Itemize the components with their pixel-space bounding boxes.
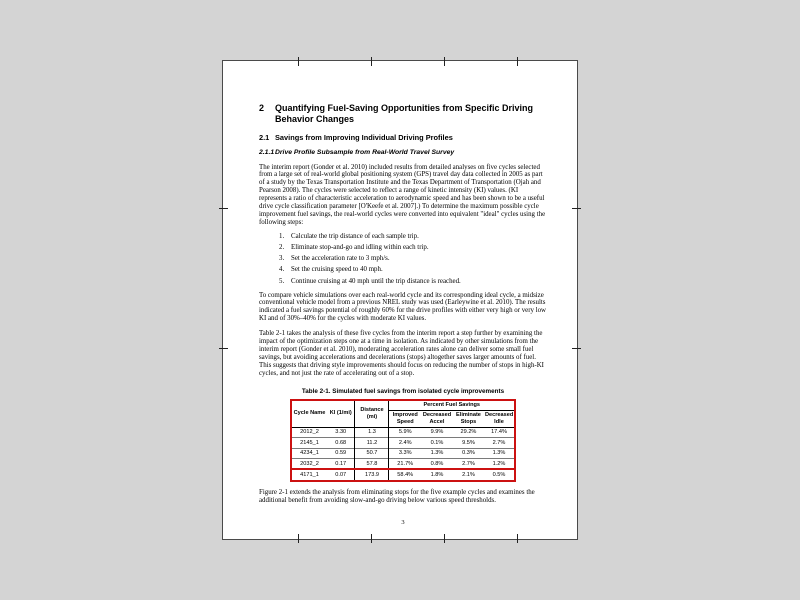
page-edge-tick <box>572 348 581 349</box>
cell: 2.4% <box>389 438 421 448</box>
chapter-heading <box>259 103 547 124</box>
cell: 4234_1 <box>291 448 327 458</box>
document-page <box>222 60 578 540</box>
page-number: 3 <box>401 518 405 526</box>
section-number: 2.1 <box>259 133 270 142</box>
cell: 0.8% <box>421 459 453 470</box>
list-item-number: 3. <box>279 255 285 263</box>
cell: 1.2% <box>484 459 515 470</box>
table-row <box>291 427 515 437</box>
cell: 0.5% <box>484 469 515 480</box>
cell: 3.30 <box>327 427 355 437</box>
cell: 58.4% <box>389 469 421 480</box>
table-row <box>291 469 515 480</box>
cell: 0.07 <box>327 469 355 480</box>
col-header-distance: Distance (mi) <box>355 400 389 428</box>
table-row <box>291 459 515 470</box>
list-item-number: 2. <box>279 243 285 251</box>
page-edge-tick <box>219 348 228 349</box>
page-edge-tick <box>219 208 228 209</box>
cell: 1.3% <box>421 448 453 458</box>
col-header-decreased-idle: Decreased Idle <box>484 410 515 427</box>
cell: 1.8% <box>421 469 453 480</box>
cell: 21.7% <box>389 459 421 470</box>
body-paragraph: Table 2-1 takes the analysis of these five cycles from the interim report a step further by examining the impact of the optimization steps one at a time in isolation. As indicated by other simulations from the interim report (Gonder et al. 2010), moderating acceleration rates alone can deliver some small fuel savings, but avoiding accelerations and decelerations (stops) altogether saves larger amounts of fuel. This suggests that driving style improvements should focus on reducing the number of stops in high-KI cycles, and not just the rate of accelerating out of a stop. <box>259 330 544 377</box>
list-item <box>279 244 547 251</box>
col-group-header: Percent Fuel Savings <box>389 400 515 411</box>
col-header-cycle-name: Cycle Name <box>291 400 327 428</box>
page-edge-tick <box>517 57 518 66</box>
col-header-improved-speed: Improved Speed <box>389 410 421 427</box>
cell: 1.3 <box>355 427 389 437</box>
list-item-text: Calculate the trip distance of each sample trip. <box>291 232 419 240</box>
list-item <box>279 278 547 285</box>
cell: 50.7 <box>355 448 389 458</box>
cell: 0.1% <box>421 438 453 448</box>
section-heading <box>259 134 547 143</box>
table-header-row <box>291 400 515 411</box>
cell: 29.2% <box>460 429 477 436</box>
cell: 4171_1 <box>291 469 327 480</box>
cell: 3.3% <box>389 448 421 458</box>
list-item-number: 4. <box>279 266 285 274</box>
list-item-text: Eliminate stop-and-go and idling within each trip. <box>291 243 429 251</box>
list-item-text: Set the cruising speed to 40 mph. <box>291 266 383 274</box>
cell: 0.3% <box>453 448 484 458</box>
table-row <box>291 448 515 458</box>
cell: 57.8 <box>355 459 389 470</box>
col-header-eliminate-stops: Eliminate Stops <box>453 410 484 427</box>
cell: 2012_2 <box>300 429 319 436</box>
cell: 11.2 <box>355 438 389 448</box>
chapter-number: 2 <box>259 103 265 113</box>
cell: 1.3% <box>484 448 515 458</box>
cell: 2.7% <box>484 438 515 448</box>
subsection-number: 2.1.1 <box>259 148 275 156</box>
page-edge-tick <box>572 208 581 209</box>
page-edge-tick <box>517 534 518 543</box>
cell: 9.5% <box>453 438 484 448</box>
list-item-number: 5. <box>279 277 285 285</box>
subsection-heading <box>259 149 547 157</box>
page-edge-tick <box>371 57 372 66</box>
cell: 9.9% <box>430 429 444 436</box>
page-edge-tick <box>298 57 299 66</box>
list-item <box>279 266 547 273</box>
cell: 2145_1 <box>291 438 327 448</box>
fuel-savings-table <box>290 399 516 482</box>
ideal-cycle-steps-list <box>279 233 547 285</box>
page-edge-tick <box>444 57 445 66</box>
list-item-text: Continue cruising at 40 mph until the trip distance is reached. <box>291 277 461 285</box>
page-edge-tick <box>298 534 299 543</box>
table-caption: Table 2-1. Simulated fuel savings from isolated cycle improvements <box>301 387 505 395</box>
page-edge-tick <box>371 534 372 543</box>
cell: 5.9% <box>398 429 412 436</box>
cell: 0.68 <box>327 438 355 448</box>
page-edge-tick <box>444 534 445 543</box>
cell: 2.1% <box>453 469 484 480</box>
cell: 17.4% <box>491 429 507 436</box>
body-paragraph: To compare vehicle simulations over each real-world cycle and its corresponding ideal cycle, a midsize conventional vehicle model from a previous NREL study was used (Earleywine et al. 2010). The results indicated a fuel savings potential of roughly 60% for the drive profiles with either very high or very low KI and of 30%–40% for the cycles with moderate KI values. <box>259 291 547 323</box>
list-item <box>279 255 547 262</box>
chapter-title: Quantifying Fuel-Saving Opportunities from Specific Driving Behavior Changes <box>275 103 534 124</box>
page-content <box>259 103 547 526</box>
section-title: Savings from Improving Individual Driving Profiles <box>275 133 453 142</box>
list-item-number: 1. <box>279 232 285 240</box>
body-paragraph: The interim report (Gonder et al. 2010) included results from detailed analyses on five cycles selected from a large set of real-world global positioning system (GPS) travel day data collected in 2005 as part of a study by the Texas Transportation Institute and the Texas Department of Transportation (Ojah and Pearson 2008). The cycles were selected to reflect a range of kinetic intensity (KI) values. (KI represents a ratio of characteristic acceleration to aerodynamic speed and has been shown to be a useful drive cycle classification parameter [O'Keefe et al. 2007].) To determine the maximum possible cycle improvement fuel savings, the real-world cycles were converted into equivalent "ideal" cycles using the following steps: <box>259 163 546 226</box>
table-row <box>291 438 515 448</box>
list-item-text: Set the acceleration rate to 3 mph/s. <box>291 255 390 263</box>
cell: 0.17 <box>327 459 355 470</box>
cell: 0.59 <box>327 448 355 458</box>
cell: 173.9 <box>355 469 389 480</box>
subsection-title: Drive Profile Subsample from Real-World Travel Survey <box>275 148 455 156</box>
cell: 2.7% <box>453 459 484 470</box>
cell: 2032_2 <box>291 459 327 470</box>
list-item <box>279 233 547 240</box>
body-paragraph: Figure 2-1 extends the analysis from eliminating stops for the five example cycles and examines the additional benefit from avoiding slow-and-go driving below various speed thresholds. <box>259 488 535 504</box>
col-header-ki: KI (1/mi) <box>327 400 355 428</box>
col-header-decreased-accel: Decreased Accel <box>421 410 453 427</box>
